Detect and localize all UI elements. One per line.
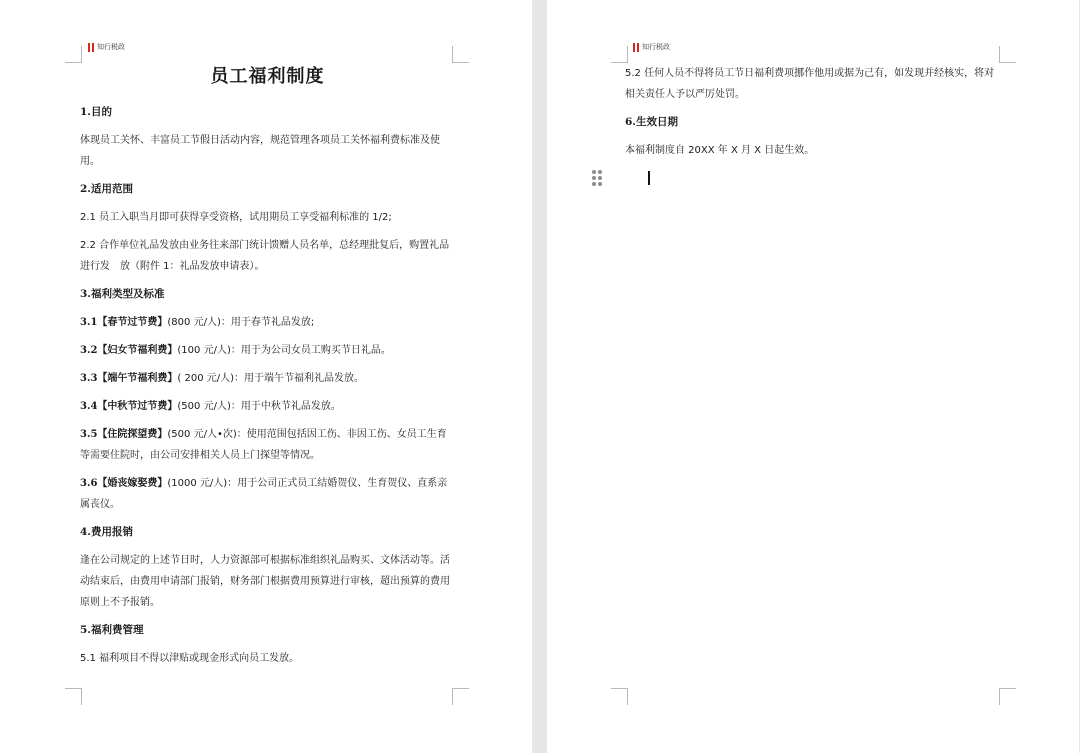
benefit-item-text: (1000 元/人)：用于公司正式员工结婚贺仪、生育贺仪、直系亲属丧仪。 bbox=[80, 478, 448, 510]
benefit-item-label: 3.4【中秋节过节费】 bbox=[80, 401, 178, 412]
benefit-item-label: 3.2【妇女节福利费】 bbox=[80, 345, 178, 356]
benefit-item-text: ( 200 元/人)：用于端午节福利礼品发放。 bbox=[177, 373, 365, 384]
section-heading: 5.福利费管理 bbox=[80, 624, 144, 636]
drag-handle-icon[interactable] bbox=[592, 170, 602, 186]
brand-logo-icon bbox=[88, 43, 94, 52]
margin-corner-bottom-right bbox=[999, 688, 1016, 705]
benefit-item-text: (800 元/人)：用于春节礼品发放; bbox=[167, 317, 315, 328]
paragraph: 5.2 任何人员不得将员工节日福利费项挪作他用或据为己有，如发现并经核实，将对相关责任人予以严厉处罚。 bbox=[625, 68, 995, 100]
brand-name: 知行税政 bbox=[642, 43, 670, 51]
benefit-item bbox=[80, 424, 455, 466]
section-heading: 1.目的 bbox=[80, 106, 112, 118]
benefit-item-label: 3.1【春节过节费】 bbox=[80, 317, 168, 328]
margin-corner-bottom-right bbox=[452, 688, 469, 705]
page-header-logo bbox=[88, 42, 125, 52]
brand-name: 知行税政 bbox=[97, 43, 125, 51]
paragraph: 5.1 福利项目不得以津贴或现金形式向员工发放。 bbox=[80, 653, 300, 664]
section-heading: 2.适用范围 bbox=[80, 183, 133, 195]
margin-corner-top-left bbox=[611, 46, 628, 63]
margin-corner-top-left bbox=[65, 46, 82, 63]
benefit-item-label: 3.6【婚丧嫁娶费】 bbox=[80, 478, 168, 489]
benefit-item-label: 3.5【住院探望费】 bbox=[80, 429, 168, 440]
brand-logo-icon bbox=[633, 43, 639, 52]
section-heading: 4.费用报销 bbox=[80, 526, 133, 538]
margin-corner-top-right bbox=[999, 46, 1016, 63]
document-body[interactable] bbox=[625, 63, 1003, 168]
benefit-item bbox=[80, 368, 455, 389]
section-heading: 6.生效日期 bbox=[625, 116, 678, 128]
benefit-item bbox=[80, 312, 455, 333]
document-body[interactable] bbox=[80, 64, 455, 676]
paragraph: 2.1 员工入职当月即可获得享受资格，试用期员工享受福利标准的 1/2; bbox=[80, 212, 392, 223]
benefit-item-text: (100 元/人)：用于为公司女员工购买节日礼品。 bbox=[177, 345, 391, 356]
paragraph: 体现员工关怀、丰富员工节假日活动内容，规范管理各项员工关怀福利费标准及使用。 bbox=[80, 135, 440, 167]
margin-corner-bottom-left bbox=[611, 688, 628, 705]
section-heading: 3.福利类型及标准 bbox=[80, 288, 165, 300]
document-page-1 bbox=[0, 0, 532, 753]
benefit-item-label: 3.3【端午节福利费】 bbox=[80, 373, 178, 384]
benefit-item-text: (500 元/人)：用于中秋节礼品发放。 bbox=[177, 401, 341, 412]
benefit-item bbox=[80, 340, 455, 361]
benefit-item-text: (500 元/人•次)：使用范围包括因工伤、非因工伤、女员工生育等需要住院时，由公司安排相关人员上门探望等情况。 bbox=[80, 429, 447, 461]
paragraph: 本福利制度自 20XX 年 X 月 X 日起生效。 bbox=[625, 145, 815, 156]
document-title: 员工福利制度 bbox=[210, 66, 325, 87]
document-page-2 bbox=[547, 0, 1079, 753]
paragraph: 逢在公司规定的上述节日时，人力资源部可根据标准组织礼品购买、文体活动等。活动结束后，由费用申请部门报销，财务部门根据费用预算进行审核，超出预算的费用原则上不予报销。 bbox=[80, 555, 450, 608]
text-cursor bbox=[648, 171, 650, 185]
margin-corner-bottom-left bbox=[65, 688, 82, 705]
paragraph: 2.2 合作单位礼品发放由业务往来部门统计馈赠人员名单，总经理批复后，购置礼品进行发 放（附件 1：礼品发放申请表）。 bbox=[80, 240, 450, 272]
benefit-item bbox=[80, 473, 455, 515]
page-header-logo bbox=[633, 42, 670, 52]
margin-corner-top-right bbox=[452, 46, 469, 63]
benefit-item bbox=[80, 396, 455, 417]
